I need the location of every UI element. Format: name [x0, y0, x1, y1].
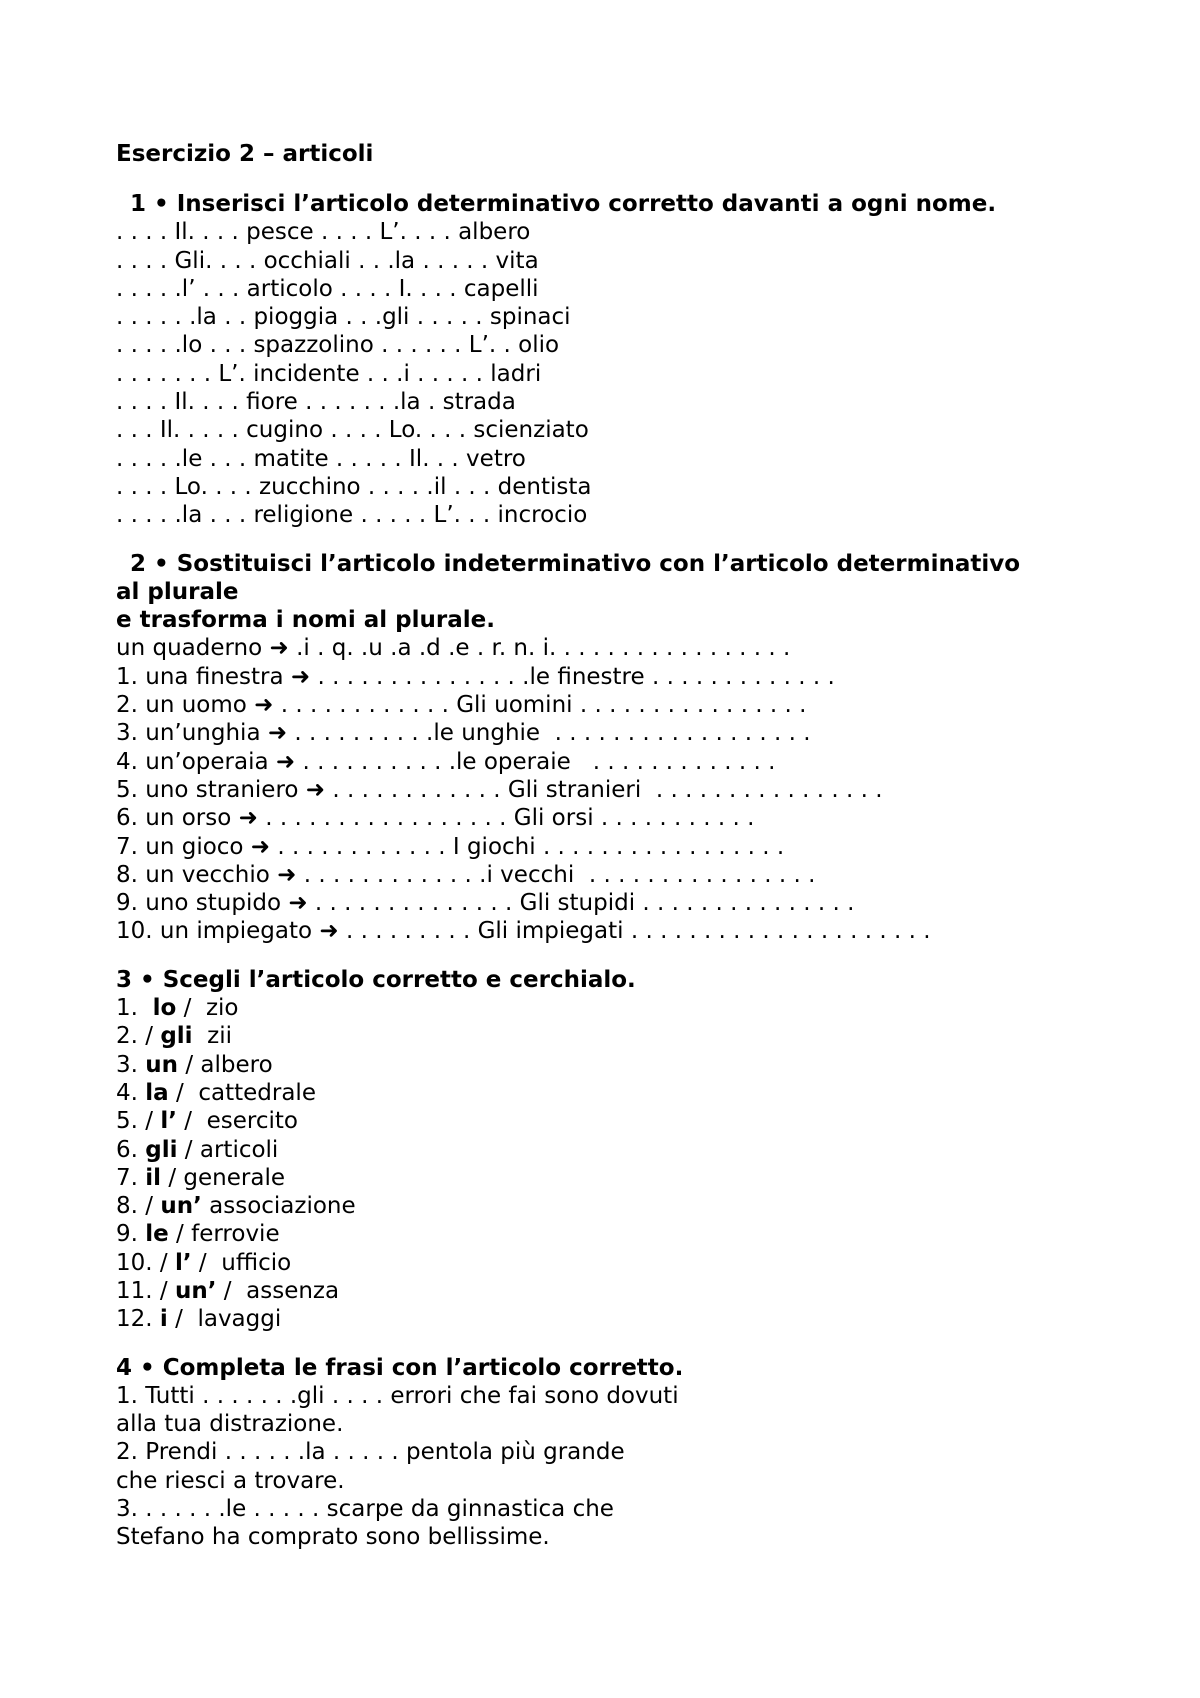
exercise-line: 1. Tutti . . . . . . .gli . . . . errori che fai sono dovuti — [116, 1382, 679, 1409]
item-suffix: / albero — [178, 1051, 273, 1078]
item-suffix: associazione — [201, 1193, 356, 1220]
exercise-line: . . . . Lo. . . . zucchino . . . . .il . . . dentista — [116, 473, 592, 500]
list-item — [116, 1277, 1086, 1305]
exercise-line: 3. un’unghia ➜ . . . . . . . . . .le unghie . . . . . . . . . . . . . . . . . . — [116, 720, 811, 747]
exercise-line: . . . . .le . . . matite . . . . . Il. . . vetro — [116, 445, 526, 472]
item-suffix: / esercito — [176, 1108, 298, 1135]
exercise-2 — [116, 550, 1086, 946]
list-item — [116, 1107, 1086, 1135]
exercise-line: 4. un’operaia ➜ . . . . . . . . . . .le operaie . . . . . . . . . . . . . — [116, 748, 776, 775]
exercise-line: 9. uno stupido ➜ . . . . . . . . . . . . . . Gli stupidi . . . . . . . . . . . . . . . — [116, 890, 855, 917]
exercise-line: 1. una finestra ➜ . . . . . . . . . . . . . . .le finestre . . . . . . . . . . . . . — [116, 663, 835, 690]
exercise-2-heading — [116, 550, 1086, 635]
exercise-4-heading: 4 • Completa le frasi con l’articolo corretto. — [116, 1354, 684, 1381]
list-item — [116, 1051, 1086, 1079]
exercise-4 — [116, 1354, 1086, 1552]
exercise-3-items — [116, 994, 1086, 1334]
exercise-line: alla tua distrazione. — [116, 1411, 344, 1438]
exercise-1-lines — [116, 218, 1086, 529]
item-prefix: / — [145, 1108, 161, 1135]
item-number: 12. — [116, 1306, 160, 1333]
exercise-4-lines — [116, 1382, 1086, 1552]
exercise-3-heading: 3 • Scegli l’articolo corretto e cerchialo. — [116, 966, 636, 993]
exercise-2-lines — [116, 634, 1086, 945]
worksheet-page — [116, 140, 1086, 1572]
exercise-line: 8. un vecchio ➜ . . . . . . . . . . . . .i vecchi . . . . . . . . . . . . . . . . — [116, 861, 816, 888]
exercise-line: . . . . .l’ . . . articolo . . . . I. . . . capelli — [116, 275, 539, 302]
exercise-line: . . . Il. . . . . cugino . . . . Lo. . . . scienziato — [116, 417, 589, 444]
list-item — [116, 1136, 1086, 1164]
exercise-line: 6. un orso ➜ . . . . . . . . . . . . . . . . . Gli orsi . . . . . . . . . . . — [116, 805, 755, 832]
list-item — [116, 1079, 1086, 1107]
exercise-line: . . . . Gli. . . . occhiali . . .la . . . . . vita — [116, 247, 539, 274]
item-suffix: / zio — [176, 995, 239, 1022]
exercise-line: . . . . Il. . . . pesce . . . . L’. . . . albero — [116, 219, 531, 246]
exercise-line: . . . . .lo . . . spazzolino . . . . . . L’. . olio — [116, 332, 560, 359]
item-suffix: / generale — [161, 1164, 285, 1191]
item-suffix: / ferrovie — [168, 1221, 280, 1248]
item-prefix: / — [159, 1277, 175, 1304]
selected-article: gli — [160, 1023, 193, 1050]
exercise-line: . . . . . . . L’. incidente . . .i . . . . . ladri — [116, 360, 542, 387]
item-suffix: zii — [192, 1023, 233, 1050]
selected-article: un — [145, 1051, 179, 1078]
selected-article: un’ — [174, 1277, 217, 1304]
document-title: Esercizio 2 – articoli — [116, 141, 374, 167]
exercise-line: un quaderno ➜ .i . q. .u .a .d .e . r. n. i. . . . . . . . . . . . . . . . . — [116, 635, 791, 662]
item-number: 8. — [116, 1193, 146, 1220]
item-number: 5. — [116, 1108, 146, 1135]
exercise-line: 7. un gioco ➜ . . . . . . . . . . . . I giochi . . . . . . . . . . . . . . . . . — [116, 833, 785, 860]
exercise-line: 2. un uomo ➜ . . . . . . . . . . . . Gli uomini . . . . . . . . . . . . . . . . — [116, 692, 807, 719]
selected-article: il — [145, 1164, 162, 1191]
list-item — [116, 1220, 1086, 1248]
selected-article: la — [145, 1079, 169, 1106]
list-item — [116, 1022, 1086, 1050]
selected-article: un’ — [160, 1193, 202, 1220]
item-prefix: / — [159, 1249, 175, 1276]
item-number: 1. — [116, 995, 146, 1022]
item-suffix: / cattedrale — [168, 1079, 316, 1106]
list-item — [116, 1305, 1086, 1333]
item-number: 6. — [116, 1136, 146, 1163]
exercise-3 — [116, 966, 1086, 1334]
selected-article: i — [159, 1306, 168, 1333]
list-item — [116, 1192, 1086, 1220]
selected-article: gli — [145, 1136, 178, 1163]
item-prefix: / — [145, 1023, 161, 1050]
exercise-line: 5. uno straniero ➜ . . . . . . . . . . . . Gli stranieri . . . . . . . . . . . . . . . . — [116, 776, 883, 803]
exercise-line: 2. Prendi . . . . . .la . . . . . pentola più grande — [116, 1439, 625, 1466]
selected-article: l’ — [174, 1249, 192, 1276]
exercise-2-heading-line: al plurale — [116, 578, 239, 605]
item-number: 3. — [116, 1051, 146, 1078]
item-prefix — [145, 995, 152, 1021]
exercise-2-heading-line: 2 • Sostituisci l’articolo indeterminativo con l’articolo determinativo — [130, 550, 1021, 577]
exercise-line: 10. un impiegato ➜ . . . . . . . . . Gli impiegati . . . . . . . . . . . . . . . . . . . . . — [116, 918, 931, 945]
item-suffix: / lavaggi — [167, 1306, 282, 1333]
item-suffix: / articoli — [177, 1136, 279, 1163]
exercise-line: . . . . . .la . . pioggia . . .gli . . . . . spinaci — [116, 304, 571, 331]
item-number: 2. — [116, 1023, 146, 1050]
item-number: 4. — [116, 1079, 146, 1106]
exercise-line: 3. . . . . . .le . . . . . scarpe da ginnastica che — [116, 1496, 614, 1523]
selected-article: le — [145, 1221, 169, 1248]
exercise-line: . . . . Il. . . . fiore . . . . . . .la . strada — [116, 389, 516, 416]
item-number: 10. — [116, 1249, 160, 1276]
item-number: 7. — [116, 1164, 146, 1191]
exercise-1-heading: 1 • Inserisci l’articolo determinativo corretto davanti a ogni nome. — [130, 191, 997, 217]
item-number: 9. — [116, 1221, 146, 1248]
item-suffix: / ufficio — [191, 1249, 292, 1276]
exercise-line: Stefano ha comprato sono bellissime. — [116, 1524, 550, 1551]
exercise-line: che riesci a trovare. — [116, 1467, 345, 1494]
list-item — [116, 1164, 1086, 1192]
list-item — [116, 1249, 1086, 1277]
list-item — [116, 994, 1086, 1022]
exercise-1 — [116, 190, 1086, 530]
selected-article: l’ — [160, 1108, 177, 1135]
item-suffix: / assenza — [216, 1277, 340, 1304]
exercise-line: . . . . .la . . . religione . . . . . L’. . . incrocio — [116, 502, 588, 529]
item-number: 11. — [116, 1277, 160, 1304]
item-prefix: / — [145, 1193, 161, 1220]
selected-article: lo — [152, 995, 177, 1022]
exercise-2-heading-line: e trasforma i nomi al plurale. — [116, 607, 495, 634]
